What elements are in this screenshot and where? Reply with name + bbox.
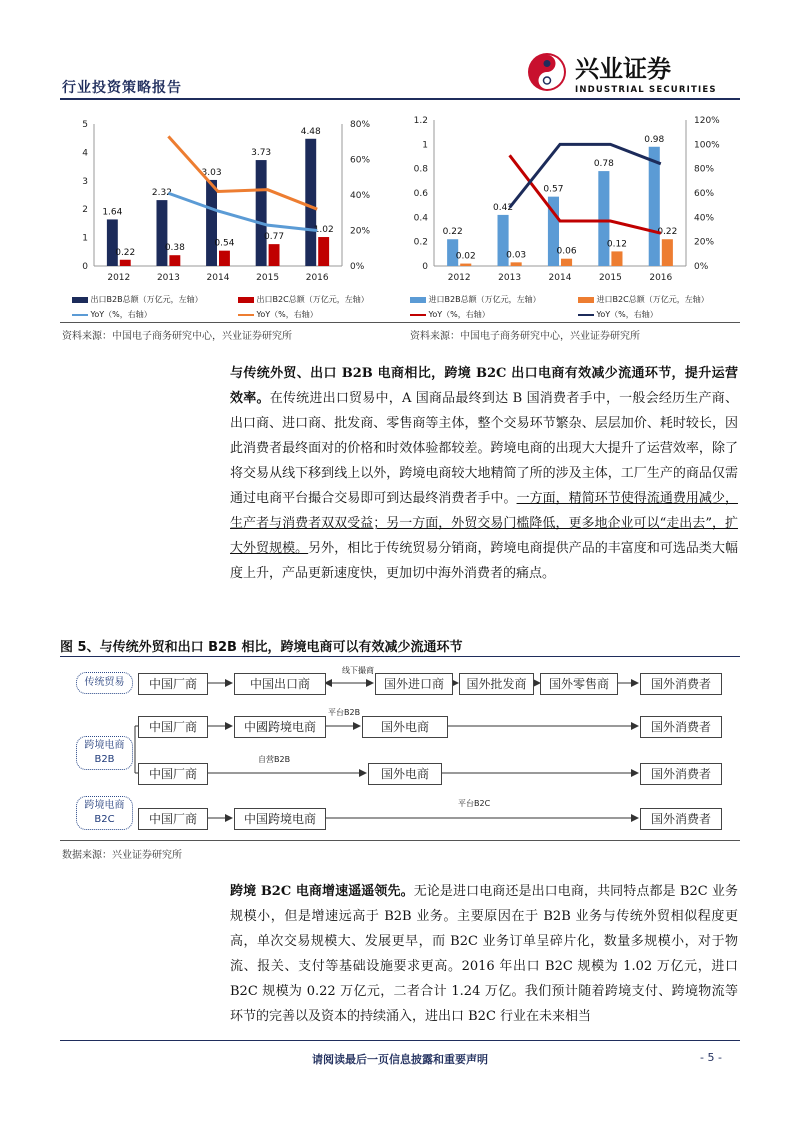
figure-rule-bottom xyxy=(60,840,740,841)
legend-label: 进口B2C总额（万亿元，左轴） xyxy=(596,295,709,304)
legend-label: YoY（%，右轴） xyxy=(428,310,490,319)
bar xyxy=(269,244,280,266)
bar-data-label: 0.98 xyxy=(644,134,665,145)
bar xyxy=(256,160,267,266)
bar xyxy=(598,171,609,266)
y-tick-right-label: 80% xyxy=(694,164,715,175)
arrow-label-self-b2b: 自营B2B xyxy=(258,755,291,764)
body-paragraph-2 xyxy=(230,879,738,1029)
node-foreign-consumer: 国外消费者 xyxy=(640,763,722,785)
node-cn-cb-ecom: 中國跨境电商 xyxy=(234,716,326,738)
bar xyxy=(649,147,660,266)
node-cn-factory: 中国厂商 xyxy=(138,808,208,830)
page-number: - 5 - xyxy=(700,1051,722,1064)
node-foreign-ecom: 国外电商 xyxy=(368,763,442,785)
node-foreign-consumer: 国外消费者 xyxy=(640,808,722,830)
bar-data-label: 0.22 xyxy=(657,227,678,238)
legend-swatch xyxy=(410,314,426,316)
legend-label: YoY（%，右轴） xyxy=(90,310,152,319)
y-tick-right-label: 40% xyxy=(694,213,715,224)
y-tick-right-label: 20% xyxy=(694,237,715,248)
legend-swatch xyxy=(410,297,426,303)
legend-label: YoY（%，右轴） xyxy=(256,310,318,319)
bar-data-label: 1.02 xyxy=(313,225,334,236)
bar-data-label: 0.57 xyxy=(543,184,564,195)
y-tick-right-label: 120% xyxy=(694,116,720,126)
bar-data-label: 2.32 xyxy=(151,188,172,199)
y-tick-right-label: 60% xyxy=(694,189,715,199)
bar-data-label: 0.22 xyxy=(115,247,136,258)
bar xyxy=(460,264,471,266)
x-tick-label: 2013 xyxy=(156,273,180,283)
bar-data-label: 3.73 xyxy=(251,148,272,159)
y-tick-right-label: 0% xyxy=(350,262,365,272)
body-paragraph-1 xyxy=(230,361,738,586)
node-cn-factory: 中国厂商 xyxy=(138,763,208,785)
bar-data-label: 0.38 xyxy=(164,243,185,254)
y-tick-left-label: 1 xyxy=(82,233,88,244)
row-label-b2c: 跨境电商 B2C xyxy=(76,796,133,830)
figure-rule-top xyxy=(60,656,740,657)
node-foreign-consumer: 国外消费者 xyxy=(640,716,722,738)
legend-swatch xyxy=(238,297,254,303)
x-tick-label: 2016 xyxy=(649,273,673,283)
node-cn-factory: 中国厂商 xyxy=(138,716,208,738)
legend-swatch xyxy=(578,314,594,316)
y-tick-right-label: 0% xyxy=(694,262,709,272)
y-tick-right-label: 60% xyxy=(350,155,371,166)
series-line xyxy=(510,144,661,207)
y-tick-left-label: 0 xyxy=(422,262,428,272)
y-tick-left-label: 4 xyxy=(82,148,88,159)
para1-underlined: 一方面，精简环节使得流通费用减少，生产者与消费者双双受益；另一方面，外贸交易门槛降低，更多地企业可以“走出去”，扩大外贸规模。 xyxy=(230,491,738,556)
para1-lead: 与传统外贸、出口 B2B 电商相比，跨境 B2C 出口电商有效减少流通环节，提升运营效率。 xyxy=(230,366,738,406)
import-ecommerce-chart xyxy=(402,110,740,283)
y-tick-right-label: 80% xyxy=(350,120,371,130)
legend-label: 出口B2C总额（万亿元，左轴） xyxy=(256,295,369,304)
bar-data-label: 0.42 xyxy=(493,202,514,213)
bar xyxy=(107,219,118,266)
y-tick-left-label: 5 xyxy=(82,120,88,130)
y-tick-right-label: 20% xyxy=(350,226,371,237)
bar xyxy=(219,251,230,266)
legend-item xyxy=(410,294,541,305)
bar-data-label: 0.02 xyxy=(455,251,476,262)
figure-title: 图 5、与传统外贸和出口 B2B 相比，跨境电商可以有效减少流通环节 xyxy=(60,640,463,655)
bar-data-label: 0.12 xyxy=(606,239,627,250)
logo-cn-text: 兴业证券 xyxy=(575,55,671,83)
legend-item xyxy=(72,294,203,305)
node-foreign-consumer: 国外消费者 xyxy=(640,673,722,695)
y-tick-left-label: 2 xyxy=(82,205,88,216)
bar xyxy=(611,251,622,266)
x-tick-label: 2012 xyxy=(107,273,131,283)
row-label-traditional: 传统贸易 xyxy=(76,672,133,694)
bar xyxy=(561,259,572,266)
y-tick-left-label: 0 xyxy=(82,262,88,272)
legend-label: 进口B2B总额（万亿元，左轴） xyxy=(428,295,541,304)
para2-text: 无论是进口电商还是出口电商，共同特点都是 B2C 业务规模小，但是增速远高于 B2B 业务。主要原因在于 B2B 业务与传统外贸相似程度更高，单次交易规模大、发展更早，而 B2C 业务订单呈碎片化，数量多规模小，对于物流、报关、支付等基础设施要求更高。2016 年出口 B2C 规模为 1.02 万亿元，进口 B2C 规模为 0.22 万亿元，二者合计 1.24 万亿。我们预计随着跨境支付、跨境物流等环节的完善以及资本的持续涌入，进出口 B2C 行业在未来相当 xyxy=(230,884,738,1024)
node-foreign-wholesaler: 国外批发商 xyxy=(459,673,534,695)
y-tick-left-label: 1.2 xyxy=(413,116,428,126)
x-tick-label: 2015 xyxy=(598,273,622,283)
footer-rule xyxy=(60,1040,740,1041)
node-foreign-importer: 国外进口商 xyxy=(375,673,453,695)
chart-source-left: 资料来源：中国电子商务研究中心，兴业证券研究所 xyxy=(62,331,292,342)
y-tick-left-label: 0.4 xyxy=(413,213,428,224)
bar xyxy=(318,237,329,266)
legend-swatch xyxy=(72,314,88,316)
x-tick-label: 2012 xyxy=(447,273,471,283)
legend-item xyxy=(578,294,709,305)
y-tick-left-label: 0.6 xyxy=(413,189,428,199)
x-tick-label: 2016 xyxy=(305,273,329,283)
source-rule xyxy=(60,322,740,323)
para1-text1: 在传统进出口贸易中，A 国商品最终到达 B 国消费者手中，一般会经历生产商、出口商、进口商、批发商、零售商等主体，整个交易环节繁杂、层层加价、耗时较长，因此消费者最终面对的价格和时效体验都较差。跨境电商的出现大大提升了运营效率，除了将交易从线下移到线上以外，跨境电商较大地精简了所的涉及主体，工厂生产的商品仅需通过电商平台撮合交易即可到达最终消费者手中。 xyxy=(230,391,738,506)
bar-data-label: 0.77 xyxy=(264,232,285,243)
figure-source: 数据来源：兴业证券研究所 xyxy=(62,850,182,861)
node-cn-factory: 中国厂商 xyxy=(138,673,208,695)
legend-swatch xyxy=(578,297,594,303)
footer-disclaimer: 请阅读最后一页信息披露和重要声明 xyxy=(312,1053,488,1066)
node-cn-cb-ecom: 中国跨境电商 xyxy=(234,808,326,830)
legend-label: YoY（%，右轴） xyxy=(596,310,658,319)
logo-en-text: INDUSTRIAL SECURITIES xyxy=(575,85,717,95)
series-line xyxy=(510,155,661,233)
node-foreign-ecom: 国外电商 xyxy=(362,716,448,738)
x-tick-label: 2014 xyxy=(548,273,572,283)
legend-item xyxy=(238,309,318,320)
bar-data-label: 0.78 xyxy=(593,159,614,170)
bar-data-label: 3.03 xyxy=(201,167,222,178)
y-tick-right-label: 40% xyxy=(350,191,371,201)
y-tick-left-label: 0.8 xyxy=(413,164,428,175)
bar xyxy=(305,139,316,266)
bar-data-label: 0.06 xyxy=(556,246,577,257)
legend-item xyxy=(578,309,658,320)
bar xyxy=(169,255,180,266)
bar-data-label: 0.22 xyxy=(442,227,463,238)
para2-lead: 跨境 B2C 电商增速遥遥领先。 xyxy=(230,884,414,899)
arrow-label-platform-b2c: 平台B2C xyxy=(458,799,491,808)
node-cn-exporter: 中国出口商 xyxy=(234,673,326,695)
bar xyxy=(511,262,522,266)
bar xyxy=(156,200,167,266)
y-tick-right-label: 100% xyxy=(694,140,720,151)
arrow-label-offline: 线下撮商 xyxy=(342,666,374,675)
legend-swatch xyxy=(72,297,88,303)
y-tick-left-label: 0.2 xyxy=(413,237,428,248)
x-tick-label: 2015 xyxy=(256,273,280,283)
header-rule xyxy=(60,98,740,100)
bar-data-label: 0.54 xyxy=(214,238,235,249)
legend-swatch xyxy=(238,314,254,316)
legend-label: 出口B2B总额（万亿元，左轴） xyxy=(90,295,203,304)
report-category-title: 行业投资策略报告 xyxy=(62,80,182,96)
legend-item xyxy=(72,309,152,320)
x-tick-label: 2013 xyxy=(498,273,522,283)
export-ecommerce-chart xyxy=(60,110,400,283)
bar-data-label: 1.64 xyxy=(102,207,123,218)
bar xyxy=(206,180,217,266)
y-tick-left-label: 3 xyxy=(82,176,88,187)
para1-text2: 另外，相比于传统贸易分销商，跨境电商提供产品的丰富度和可选品类大幅度上升，产品更新速度快，更加切中海外消费者的痛点。 xyxy=(230,541,738,581)
x-tick-label: 2014 xyxy=(206,273,230,283)
node-foreign-retailer: 国外零售商 xyxy=(540,673,618,695)
bar xyxy=(662,239,673,266)
bar-data-label: 0.03 xyxy=(506,250,527,261)
legend-item xyxy=(410,309,490,320)
row-label-b2b: 跨境电商 B2B xyxy=(76,736,133,770)
bar xyxy=(120,260,131,266)
arrow-label-platform-b2b: 平台B2B xyxy=(328,708,361,717)
series-line xyxy=(168,136,317,209)
bar-data-label: 4.48 xyxy=(300,126,321,137)
chart-source-right: 资料来源：中国电子商务研究中心，兴业证券研究所 xyxy=(410,331,640,342)
legend-item xyxy=(238,294,369,305)
company-logo xyxy=(527,50,737,96)
y-tick-left-label: 1 xyxy=(422,140,428,151)
